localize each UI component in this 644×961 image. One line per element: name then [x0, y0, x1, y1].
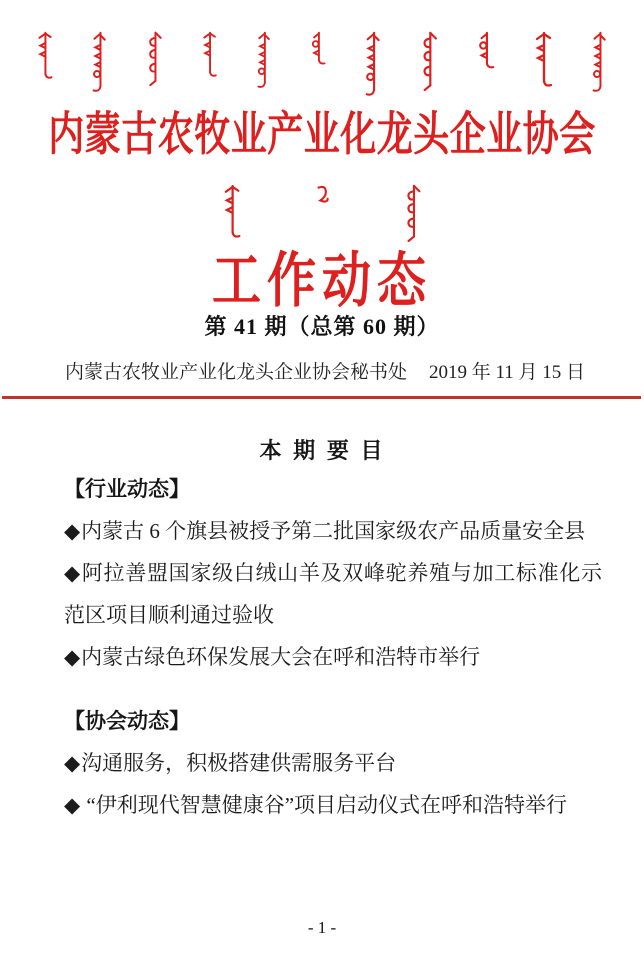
diamond-bullet-icon: ◆ — [64, 519, 81, 543]
diamond-bullet-icon: ◆ — [64, 561, 81, 585]
diamond-bullet-icon: ◆ — [64, 751, 81, 775]
toc-item-text: 沟通服务，积极搭建供需服务平台 — [81, 751, 397, 775]
publisher-line — [65, 357, 585, 384]
mongolian-word-glyph — [477, 31, 495, 69]
organization-title: 内蒙古农牧业产业化龙头企业协会 — [48, 108, 596, 161]
toc-heading: 本 期 要 目 — [259, 439, 385, 464]
diamond-bullet-icon: ◆ — [64, 793, 81, 817]
toc-item — [64, 510, 602, 552]
toc-item-text: “伊利现代智慧健康谷”项目启动仪式在呼和浩特举行 — [81, 793, 568, 817]
publish-date: 2019 年 11 月 15 日 — [428, 362, 585, 383]
mongolian-word-glyph — [222, 184, 241, 238]
toc-item — [64, 742, 602, 784]
toc-item-text: 阿拉善盟国家级白绒山羊及双峰驼养殖与加工标准化示范区项目顺利通过验收 — [64, 561, 602, 627]
toc-item-text: 内蒙古 6 个旗县被授予第二批国家级农产品质量安全县 — [81, 519, 586, 543]
toc-item — [64, 636, 602, 678]
toc-item-text: 内蒙古绿色环保发展大会在呼和浩特市举行 — [81, 645, 481, 669]
mongolian-word-glyph — [313, 184, 331, 206]
diamond-bullet-icon: ◆ — [64, 645, 81, 669]
mongolian-word-glyph — [420, 31, 439, 91]
masthead-divider-rule — [2, 396, 641, 399]
mongolian-word-glyph — [201, 31, 217, 77]
publisher-name: 内蒙古农牧业产业化龙头企业协会秘书处 — [65, 362, 408, 383]
mongolian-script-row-top — [0, 31, 644, 97]
toc-item — [64, 784, 602, 826]
mongolian-word-glyph — [364, 31, 382, 97]
mongolian-word-glyph — [310, 31, 326, 65]
mongolian-word-glyph — [146, 31, 163, 86]
page-number: - 1 - — [307, 918, 337, 937]
mongolian-word-glyph — [533, 31, 553, 87]
section-title-industry: 【行业动态】 — [64, 477, 190, 501]
mongolian-word-glyph — [91, 31, 108, 93]
mongolian-word-glyph — [256, 31, 272, 89]
issue-number: 第 41 期（总第 60 期） — [204, 314, 440, 339]
bulletin-title: 工作动态 — [211, 247, 432, 315]
section-title-association: 【协会动态】 — [64, 709, 190, 733]
toc-item — [64, 552, 602, 636]
mongolian-word-glyph — [36, 31, 53, 79]
mongolian-word-glyph — [591, 31, 608, 93]
toc-body — [64, 468, 602, 826]
